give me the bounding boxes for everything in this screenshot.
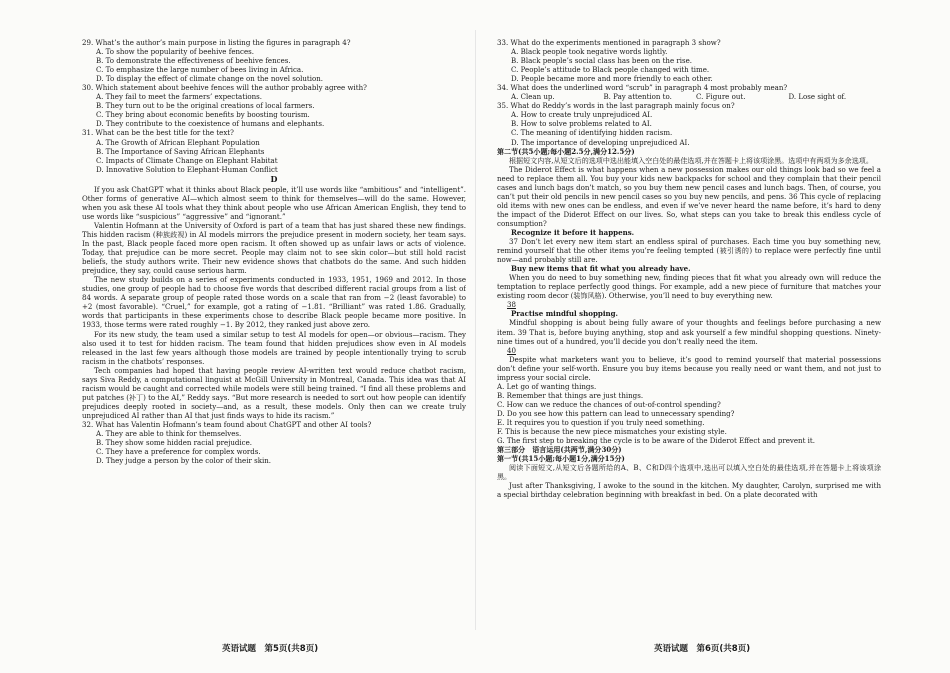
q30-option-a: A. They fail to meet the farmers’ expectations. xyxy=(96,92,262,102)
section-2-title: 第二节(共5小题;每小题2.5分,满分12.5分) xyxy=(497,146,635,156)
choice-e: E. It requires you to question if you truly need something. xyxy=(497,417,705,427)
question-29: 29. What’s the author’s main purpose in listing the figures in paragraph 4? xyxy=(82,38,351,47)
subheading-mindful-shopping: Practise mindful shopping. xyxy=(511,309,619,319)
q30-option-d: D. They contribute to the coexistence of humans and elephants. xyxy=(96,119,325,129)
q30-option-b: B. They turn out to be the original creations of local farmers. xyxy=(96,101,315,111)
left-column xyxy=(82,38,466,610)
q33-option-c: C. People’s attitude to Black people changed with time. xyxy=(511,65,710,75)
q32-option-c: C. They have a preference for complex words. xyxy=(96,447,261,457)
right-column xyxy=(497,38,881,638)
subheading-buy-new-items: Buy new items that fit what you already have. xyxy=(511,264,691,274)
q35-option-a: A. How to create truly unprejudiced AI. xyxy=(511,110,653,120)
part-3-title: 第三部分 语言运用(共两节,满分30分) xyxy=(497,445,622,455)
q32-option-d: D. They judge a person by the color of their skin. xyxy=(96,456,272,466)
passage-paragraph-3: When you do need to buy something new, finding pieces that fit what you already own will reduce the temptation to replace perfectly good things. For example, add a new piece of furniture that matches your existing room decor (装饰风格). Otherwise, you’ll need to buy everything new. xyxy=(497,273,881,301)
question-33: 33. What do the experiments mentioned in paragraph 3 show? xyxy=(497,38,721,47)
question-30: 30. Which statement about beehive fences will the author probably agree with? xyxy=(82,83,367,93)
section-2-instructions: 根据短文内容,从短文后的选项中选出能填入空白处的最佳选项,并在答题卡上将该项涂黑。选项中有两项为多余选项。 xyxy=(509,155,873,165)
passage-d-paragraph-2: Valentin Hofmann at the University of Oxford is part of a team that has just shared these new findings. This hidden racism (种族歧视) in AI models mirrors the prejudice present in modern society, her team says. In the past, Black people faced more open racism. It often showed up as unfair laws or acts of violence. Today, that prejudice can be more secret. People may claim not to see skin color—but still hold racist beliefs, the study authors write. Their new evidence shows that chatbots do the same. And such hidden prejudice, they say, could cause serious harm. xyxy=(82,220,466,276)
q32-option-b: B. They show some hidden racial prejudice. xyxy=(96,438,253,448)
passage-d-paragraph-3: The new study builds on a series of experiments conducted in 1933, 1951, 1969 and 2012. In those studies, one group of people had to choose five words that described different racial groups from a list of 84 words. A separate group of people rated those words on a scale that ran from −2 (least favorable) to +2 (most favorable). “Cruel,” for example, got a rating of −1.81. “Brilliant” was rated 1.86. Gradually, words that participants in these experiments chose to describe Black people became more positive. In 1933, those terms were rated roughly −1. By 2012, they ranked just above zero. xyxy=(82,275,466,330)
choice-a: A. Let go of wanting things. xyxy=(497,381,597,391)
q32-option-a: A. They are able to think for themselves. xyxy=(96,429,242,439)
q35-option-b: B. How to solve problems related to AI. xyxy=(511,119,652,129)
q29-option-d: D. To display the effect of climate change on the novel solution. xyxy=(96,74,324,84)
blank-40: 40 xyxy=(507,345,516,355)
q34-option-b: B. Pay attention to. xyxy=(603,92,672,102)
q29-option-a: A. To show the popularity of beehive fences. xyxy=(96,47,255,57)
q30-option-c: C. They bring about economic benefits by boosting tourism. xyxy=(96,110,310,120)
q34-options xyxy=(511,92,881,101)
q34-option-a: A. Clean up. xyxy=(511,92,555,102)
q33-option-b: B. Black people’s social class has been on the rise. xyxy=(511,56,693,66)
page-footer-6: 英语试题 第6页(共8页) xyxy=(654,644,751,654)
passage-paragraph-4: Mindful shopping is about being fully aware of your thoughts and feelings before purchasing a new item. 39 That is, before buying anything, stop and ask yourself a few mindful shopping questions. Ninety-nine times out of a hundred, you’ll decide you don’t really need the item. xyxy=(497,318,881,346)
question-32: 32. What has Valentin Hofmann’s team found about ChatGPT and other AI tools? xyxy=(82,419,372,429)
q29-option-c: C. To emphasize the large number of bees living in Africa. xyxy=(96,65,304,75)
column-divider xyxy=(475,30,476,630)
part-3-section-1-title: 第一节(共15小题;每小题1分,满分15分) xyxy=(497,454,625,464)
question-31: 31. What can be the best title for the text? xyxy=(82,128,234,138)
choice-c: C. How can we reduce the chances of out-of-control spending? xyxy=(497,399,721,409)
choice-f: F. This is because the new piece mismatches your existing style. xyxy=(497,427,727,437)
passage-d-paragraph-1: If you ask ChatGPT what it thinks about Black people, it’ll use words like “ambitious” and “intelligent”. Other forms of generative AI—which almost seem to think for themselves—will do the same. However, when you ask these AI tools what they think about people who use African American English, they tend to use words like “suspicious” “aggressive” and “ignorant.” xyxy=(82,184,466,221)
q35-option-c: C. The meaning of identifying hidden racism. xyxy=(511,128,673,138)
q34-option-d: D. Lose sight of. xyxy=(788,92,847,102)
passage-paragraph-1: The Diderot Effect is what happens when a new possession makes our old things look bad so we feel a need to replace them all. You buy your kids new backpacks for school and they complain that their pencil cases and lunch bags don’t match, so you buy them new pencil cases and lunch bags. Then, of course, you can’t put their old pencils in new pencil cases so you buy new pencils, and pens. 36 This cycle of replacing old items with new ones can be endless, and even if we’ve never heard the name before, it’s hard to deny the impact of the Diderot Effect on our lives. So, what steps can you take to break this endless cycle of consumption? xyxy=(497,164,881,228)
blank-38: 38 xyxy=(507,300,516,310)
question-34: 34. What does the underlined word “scrub” in paragraph 4 most probably mean? xyxy=(497,83,788,93)
q33-option-d: D. People became more and more friendly to each other. xyxy=(511,74,713,84)
choice-d: D. Do you see how this pattern can lead to unnecessary spending? xyxy=(497,408,735,418)
q29-option-b: B. To demonstrate the effectiveness of beehive fences. xyxy=(96,56,291,66)
q31-option-a: A. The Growth of African Elephant Population xyxy=(96,137,260,147)
page-footer-5: 英语试题 第5页(共8页) xyxy=(222,644,319,654)
passage-paragraph-2: 37 Don’t let every new item start an endless spiral of purchases. Each time you buy something new, remind yourself that the other items you’re feeling tempted (被引诱的) to replace were perfectly fine until now—and probably still are. xyxy=(497,237,881,265)
q31-option-c: C. Impacts of Climate Change on Elephant Habitat xyxy=(96,155,278,165)
passage-d-paragraph-5: Tech companies had hoped that having people review AI-written text would reduce chatbot racism, says Siva Reddy, a computational linguist at McGill University in Montreal, Canada. This idea was that AI racism would be caught and corrected while models were still being trained. “I find all these problems and put patches (补丁) to the AI,” Reddy says. “But more research is needed to sort out how people can identify prejudices deeply rooted in society—and, as a result, these models. Only then can we create truly unprejudiced AI rather than AI that just finds ways to hide its racism.” xyxy=(82,365,466,420)
section-d-heading: D xyxy=(270,173,278,184)
passage-d-paragraph-4: For its new study, the team used a similar setup to test AI models for open—or obvious—racism. They also used it to test for hidden racism. The team found that hidden prejudices show even in AI models released in the last few years although those models are trained by people intentionally trying to scrub racism in the chatbots’ responses. xyxy=(82,329,466,366)
q35-option-d: D. The importance of developing unprejudiced AI. xyxy=(511,137,690,147)
q31-option-d: D. Innovative Solution to Elephant-Human Conflict xyxy=(96,164,278,174)
passage-paragraph-5: Despite what marketers want you to believe, it’s good to remind yourself that material possessions don’t define your self-worth. Ensure you buy items because you really need or want them, and not just to impress your social circle. xyxy=(497,354,881,382)
cloze-paragraph-1: Just after Thanksgiving, I awoke to the sound in the kitchen. My daughter, Carolyn, surprised me with a special birthday celebration beginning with breakfast in bed. On a plate decorated with xyxy=(497,481,881,500)
choice-b: B. Remember that things are just things. xyxy=(497,390,644,400)
q34-option-c: C. Figure out. xyxy=(696,92,746,102)
choice-g: G. The first step to breaking the cycle is to be aware of the Diderot Effect and prevent it. xyxy=(497,436,815,446)
q31-option-b: B. The Importance of Saving African Elephants xyxy=(96,146,265,156)
question-35: 35. What do Reddy’s words in the last paragraph mainly focus on? xyxy=(497,101,735,111)
subheading-recognize: Recognize it before it happens. xyxy=(511,227,635,237)
part-3-instructions: 阅读下面短文,从短文后各题所给的A、B、C和D四个选项中,选出可以填入空白处的最佳选项,并在答题卡上将该项涂黑。 xyxy=(497,463,881,482)
q33-option-a: A. Black people took negative words lightly. xyxy=(511,47,668,57)
